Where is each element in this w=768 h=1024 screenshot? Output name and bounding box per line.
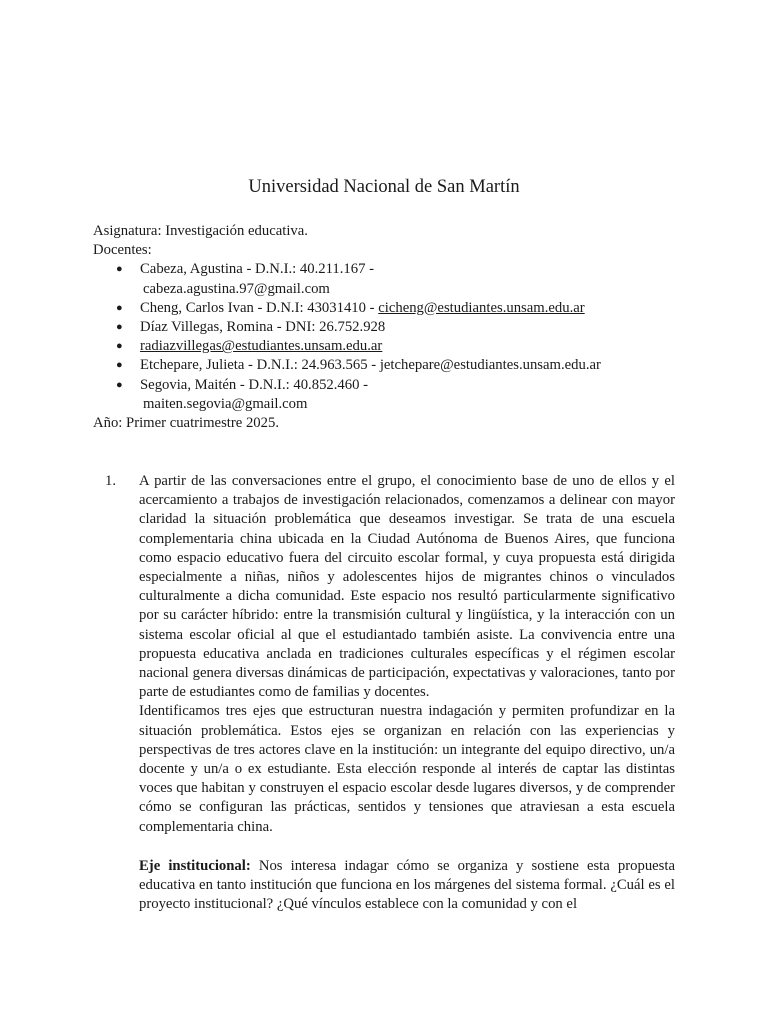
year-line: Año: Primer cuatrimestre 2025. <box>93 415 279 432</box>
teacher-email-link[interactable]: cicheng@estudiantes.unsam.edu.ar <box>378 299 585 316</box>
list-item <box>93 318 693 337</box>
teacher-email: cabeza.agustina.97@gmail.com <box>143 280 330 297</box>
paragraph: Identificamos tres ejes que estructuran nuestra indagación y permiten profundizar en la situación problemática. Estos ejes se organizan en relación con las experiencias y perspectivas de tres actores clave en la institución: un integrante del equipo directivo, un/a docente y un/a o ex estudiante. Esta elección responde al interés de captar las distintas voces que habitan y construyen el espacio escolar desde lugares diversos, y de comprender cómo se configuran las prácticas, sentidos y tensiones que atraviesan a esta escuela complementaria china. <box>139 703 675 835</box>
bullet-icon: ● <box>116 340 123 353</box>
teacher-list <box>93 260 693 414</box>
teacher-text: Cheng, Carlos Ivan - D.N.I: 43031410 - <box>140 299 379 316</box>
list-item <box>93 299 693 318</box>
paragraph-gap <box>139 837 675 857</box>
list-item <box>93 376 693 414</box>
teacher-email: maiten.segovia@gmail.com <box>143 395 308 412</box>
axis-paragraph <box>139 857 675 915</box>
axis-label: Eje institucional: <box>139 857 251 874</box>
bullet-icon: ● <box>116 263 123 276</box>
section-number: 1. <box>105 473 117 489</box>
header-block <box>93 222 693 433</box>
teacher-text: Segovia, Maitén - D.N.I.: 40.852.460 - <box>140 376 369 393</box>
page-title: Universidad Nacional de San Martín <box>248 177 520 197</box>
list-item <box>93 337 693 356</box>
teacher-text: Cabeza, Agustina - D.N.I.: 40.211.167 - <box>140 261 375 278</box>
bullet-icon: ● <box>116 301 123 314</box>
list-item <box>93 260 693 298</box>
bullet-icon: ● <box>116 321 123 334</box>
axis-text: Nos interesa indagar cómo se organiza y sostiene esta propuesta educativa en tanto institución que funciona en los márgenes del sistema formal. ¿Cuál es el proyecto institucional? ¿Qué vínculos establece con la comunidad y con el <box>139 857 675 913</box>
teacher-email-link[interactable]: radiazvillegas@estudiantes.unsam.edu.ar <box>140 338 383 355</box>
subject-line: Asignatura: Investigación educativa. <box>93 223 308 239</box>
bullet-icon: ● <box>116 359 123 372</box>
section-1 <box>93 472 675 914</box>
teacher-text: Etchepare, Julieta - D.N.I.: 24.963.565 - jetchepare@estudiantes.unsam.edu.ar <box>140 357 601 374</box>
list-item <box>93 356 693 375</box>
paragraph: A partir de las conversaciones entre el grupo, el conocimiento base de uno de ellos y el acercamiento a trabajos de investigación relacionados, comenzamos a delinear con mayor claridad la situación problemática que deseamos investigar. Se trata de una escuela complementaria china ubicada en la Ciudad Autónoma de Buenos Aires, que funciona como espacio educativo fuera del circuito escolar formal, y cuya propuesta está dirigida especialmente a niñas, niños y adolescentes hijos de migrantes chinos o vinculados culturalmente a dicha comunidad. Este espacio nos resultó particularmente significativo por su carácter híbrido: entre la transmisión cultural y lingüística, y la interacción con un sistema escolar oficial al que el estudiantado también asiste. La convivencia entre una propuesta educativa anclada en tradiciones culturales específicas y el régimen escolar nacional genera diversas dinámicas de participación, expectativas y valoraciones, tanto por parte de estudiantes como de familias y docentes. <box>139 473 675 701</box>
section-content <box>139 472 675 914</box>
teachers-heading: Docentes: <box>93 242 152 259</box>
teacher-text: Díaz Villegas, Romina - DNI: 26.752.928 <box>140 319 386 336</box>
bullet-icon: ● <box>116 378 123 391</box>
